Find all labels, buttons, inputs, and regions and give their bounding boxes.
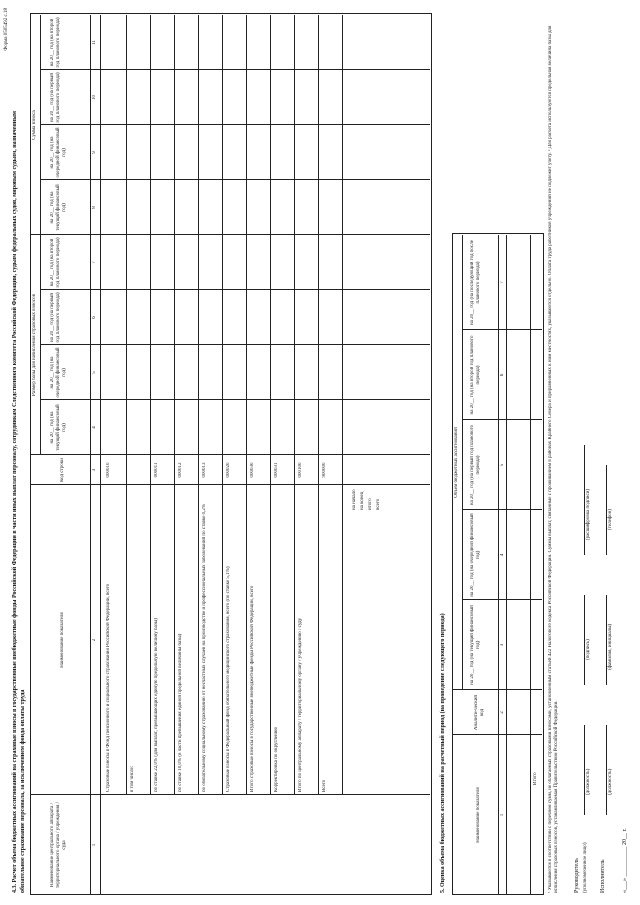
row-code: 000011 (154, 462, 159, 478)
row-divider (318, 15, 319, 795)
row-code: 000012 (178, 462, 183, 478)
s5-col-d: на 20__ год (на второй год планового периода) (470, 335, 481, 415)
sign-date: «___» __________ 20__ г. (622, 828, 628, 893)
s5-num-6: 6 (500, 373, 505, 377)
s5-num-4: 4 (500, 553, 505, 557)
row-label: Итого страховые взносы в государственные внебюджетные фонды Российской Федерации, всего (250, 585, 255, 792)
side-label-1: на начало (352, 489, 357, 510)
exec-phone: (телефон) (608, 509, 613, 530)
row-divider (222, 15, 223, 795)
s5-num-5: 5 (500, 463, 505, 467)
colnum-11: 11 (92, 40, 97, 45)
row-label: по обязательному социальному страхованию от несчастных случаев на производстве и профессиональных заболеваний по ставке 0,2% (202, 503, 207, 792)
section4-title-line2: обязательное страхование персонала, за исключением фонда оплаты труда (20, 689, 26, 893)
col-base-y2: на 20__ год (на очередной финансовый год) (50, 347, 67, 398)
sig-decoding: (расшифровка подписи) (586, 488, 591, 540)
colnum-4: 4 (92, 426, 97, 429)
group-base-header: Размер базы для начисления страховых взносов (32, 294, 37, 396)
row-label: по ставке 22,0% (для выплат, превышающих единую предельную величину базы) (154, 618, 159, 792)
s5-num-1: 1 (500, 813, 505, 817)
row-divider (126, 15, 127, 795)
side-label-3: итого (368, 498, 373, 510)
s5-col-c: на 20__ год (на первый год планового периода) (470, 424, 481, 506)
col-sum-y1: на 20__ год (на текущий финансовый год) (50, 184, 67, 231)
row-divider (246, 15, 247, 795)
s5-col-name: Наименование показателя (476, 787, 481, 843)
row-label: Итого по центральному аппарату / территориальному органу / учреждению / суду (298, 617, 303, 792)
s5-group: Объем бюджетных ассигнований (454, 427, 459, 498)
s5-num-3: 3 (500, 643, 505, 647)
group-sum-header: Сумма взноса (32, 110, 37, 140)
col-sum-y3: на 20__ год (на первый год планового периода) (50, 72, 61, 123)
col-base-y1: на 20__ год (на текущий финансовый год) (50, 404, 67, 451)
row-divider (270, 15, 271, 795)
section4-title-line1: 4.3. Расчет объема бюджетных ассигнований на страховые взносы в государственные внебюджетные фонды Российской Федерации в части иных выплат персоналу, сотрудникам Следственного комитета Российской Федерации, судьям федеральных судов, мировым судьям, назначенным (12, 110, 18, 893)
row-divider (294, 15, 295, 795)
s5-col-b: на 20__ год (на очередной финансовый год) (470, 513, 481, 597)
colnum-7: 7 (92, 261, 97, 264)
exec-position: (должность) (608, 768, 613, 795)
colnum-9: 9 (92, 151, 97, 154)
colnum-6: 6 (92, 316, 97, 319)
row-label: по ставке 10,0% (в части превышения единой предельной величины базы) (178, 633, 183, 792)
side-label-2: на конец (360, 491, 365, 510)
row-code: 000020 (226, 462, 231, 478)
row-label: Страховые взносы в Федеральный фонд обязательного медицинского страхования, всего (по ставке 5,1%) (226, 566, 231, 792)
col-indicator-header: Наименование показателя (60, 612, 65, 668)
s5-num-7: 7 (500, 281, 505, 284)
s5-total-label: Итого (533, 772, 538, 785)
head-sub: (уполномоченное лицо) (583, 842, 588, 893)
colnum-5: 5 (92, 371, 97, 374)
s5-num-2: 2 (500, 711, 505, 714)
head-label: Руководитель (574, 858, 580, 893)
sig-signature: (подпись) (586, 639, 591, 660)
colnum-1: 1 (92, 843, 97, 847)
col-code-header: Код строки (60, 458, 65, 482)
row-label: Корректировка по округлению (274, 726, 279, 792)
section5-title: 5. Оценка объема бюджетных ассигнований на расчетный период (на проведение следующего периода) (440, 613, 446, 893)
colnum-3: 3 (92, 468, 97, 472)
col-org-header: Наименование центрального аппарата / территориального органа / учреждения / суда (50, 801, 67, 889)
row-code: 000013 (202, 462, 207, 478)
s5-col-a: на 20__ год (на текущий финансовый год) (470, 605, 481, 685)
footnote: ¹ Указываются в соответствии с перечнем сумм, не облагаемых страховыми взносами, установленным статьей 422 Налогового кодекса Российской Федерации. Суммы выплат, связанные с проживанием в районах Крайнего Севера и приравненных к ним местностях, указываются отдельно. Оплата труда работников учреждений не подлежит учету. ² Для расчета используются предельная величина базы для исчисления страховых взносов, устанавливаемая Правительством Российской Федерации. (548, 25, 559, 893)
exec-name: (фамилия, инициалы) (608, 623, 613, 670)
colnum-2: 2 (92, 638, 97, 642)
row-label: Всего (322, 779, 327, 792)
colnum-10: 10 (92, 95, 97, 100)
row-divider (198, 15, 199, 795)
row-divider (342, 15, 343, 795)
col-sum-y2: на 20__ год (на очередной финансовый год) (50, 127, 67, 178)
col-sum-y4: на 20__ год (на второй год планового периода) (50, 17, 61, 68)
form-code: Форма 0505492 с.18 (4, 8, 9, 51)
row-code: 900000 (322, 462, 327, 478)
sig-position: (должность) (586, 768, 591, 795)
row-divider (174, 15, 175, 795)
side-label-4: всего (376, 498, 381, 510)
col-base-y4: на 20__ год (на второй год планового периода) (50, 237, 61, 288)
s5-col-e: на 20__ год (на последующий год после планового периода) (470, 240, 481, 325)
row-divider (150, 15, 151, 795)
row-label: Страховые взносы в Фонд пенсионного и социального страхования Российской Федерации, всего (106, 583, 111, 792)
row-code: 000030 (250, 462, 255, 478)
s5-col-account: Аналити-ческий код (474, 694, 485, 731)
exec-label: Исполнитель (600, 859, 606, 893)
col-base-y3: на 20__ год (на первый год планового периода) (50, 292, 61, 343)
row-code: 000010 (106, 462, 111, 478)
colnum-8: 8 (92, 206, 97, 209)
row-code: 000100 (298, 462, 303, 478)
row-label: в том числе: (130, 765, 135, 792)
row-code: 000031 (274, 462, 279, 478)
